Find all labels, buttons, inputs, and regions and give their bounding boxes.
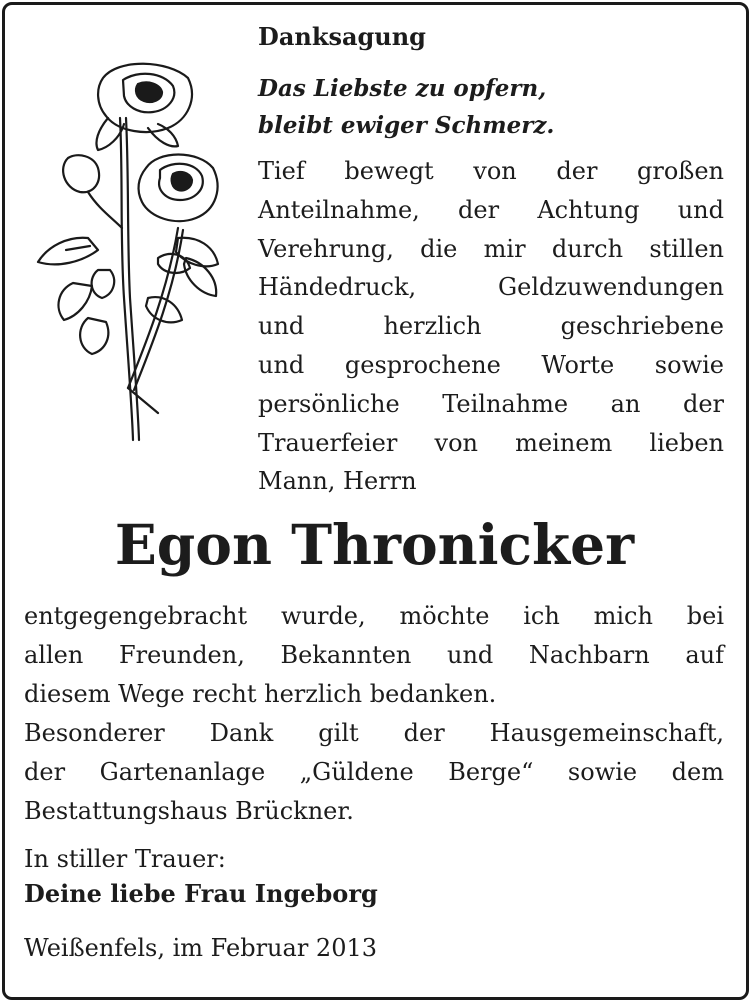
intro-line: und gesprochene Worte sowie — [258, 350, 724, 379]
intro-line: Anteilnahme, der Achtung und — [258, 195, 724, 224]
intro-paragraph — [258, 152, 724, 501]
body-line: allen Freunden, Bekannten und Nachbarn auf — [24, 641, 724, 669]
motto-line: Das Liebste zu opfern, — [258, 75, 547, 102]
intro-line: Tief bewegt von der großen — [258, 157, 724, 185]
intro-line: Mann, Herrn — [258, 467, 417, 496]
intro-line: und herzlich geschriebene — [258, 312, 724, 341]
rose-illustration — [28, 58, 228, 448]
intro-line: persönliche Teilnahme an der — [258, 389, 724, 418]
intro-line: Trauerfeier von meinem lieben — [258, 428, 724, 457]
body-paragraph — [24, 597, 724, 831]
mourning-label: In stiller Trauer: — [24, 845, 226, 873]
motto — [258, 70, 554, 144]
body-line: der Gartenanlage „Güldene Berge“ sowie dem — [24, 758, 724, 786]
intro-line: Händedruck, Geldzuwendungen — [258, 273, 724, 302]
intro-line: Verehrung, die mir durch stillen — [258, 234, 724, 263]
place-date: Weißenfels, im Februar 2013 — [24, 934, 378, 962]
heading-danksagung: Danksagung — [258, 22, 426, 51]
deceased-name: Egon Thronicker — [114, 512, 635, 577]
body-line: diesem Wege recht herzlich bedanken. — [24, 680, 497, 708]
body-line: Bestattungshaus Brückner. — [24, 797, 354, 825]
motto-line: bleibt ewiger Schmerz. — [258, 112, 555, 139]
body-line: Besonderer Dank gilt der Hausgemeinschaft, — [24, 719, 724, 747]
body-line: entgegengebracht wurde, möchte ich mich bei — [24, 602, 724, 630]
signer-name: Deine liebe Frau Ingeborg — [24, 879, 378, 908]
